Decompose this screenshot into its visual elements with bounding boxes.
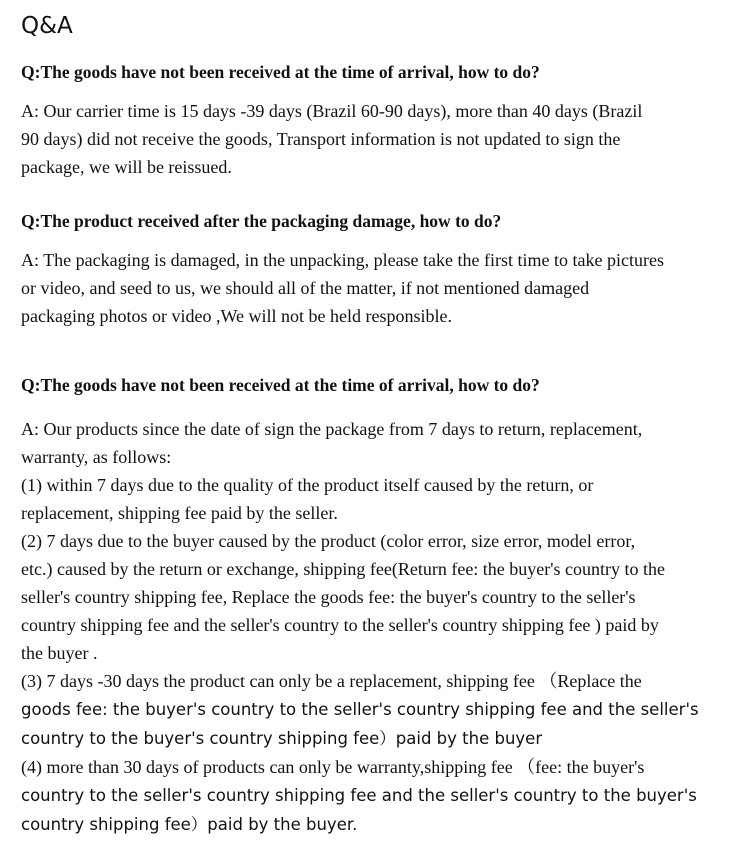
answer-3-line: etc.) caused by the return or exchange, shipping fee(Return fee: the buyer's country to the (21, 559, 666, 579)
question-2: Q:The product received after the packaging damage, how to do? (21, 211, 502, 231)
answer-3-line: (4) more than 30 days of products can only be warranty,shipping fee （fee: the buyer's (21, 757, 645, 777)
answer-3-line: country shipping fee）paid by the buyer. (21, 815, 358, 834)
answer-3-line: country to the buyer's country shipping fee）paid by the buyer (21, 729, 543, 748)
answer-3-line: (3) 7 days -30 days the product can only be a replacement, shipping fee （Replace the (21, 671, 642, 691)
answer-3-line: replacement, shipping fee paid by the seller. (21, 503, 338, 523)
answer-3-line: seller's country shipping fee, Replace the goods fee: the buyer's country to the seller's (21, 587, 636, 607)
answer-2 (21, 246, 727, 330)
question-3: Q:The goods have not been received at the time of arrival, how to do? (21, 375, 540, 395)
answer-3-line: A: Our products since the date of sign the package from 7 days to return, replacement, (21, 419, 643, 439)
answer-3-line: (1) within 7 days due to the quality of the product itself caused by the return, or (21, 475, 594, 495)
answer-3 (21, 415, 727, 839)
answer-2-line: packaging photos or video ,We will not be held responsible. (21, 306, 452, 326)
answer-3-line: warranty, as follows: (21, 447, 172, 467)
answer-3-line: country shipping fee and the seller's country to the seller's country shipping fee ) paid by (21, 615, 659, 635)
answer-2-line: A: The packaging is damaged, in the unpacking, please take the first time to take pictures (21, 250, 664, 270)
question-1: Q:The goods have not been received at the time of arrival, how to do? (21, 62, 540, 82)
answer-1 (21, 97, 727, 181)
answer-2-line: or video, and seed to us, we should all of the matter, if not mentioned damaged (21, 278, 590, 298)
answer-1-line: A: Our carrier time is 15 days -39 days (Brazil 60-90 days), more than 40 days (Brazil (21, 101, 643, 121)
answer-1-line: 90 days) did not receive the goods, Transport information is not updated to sign the (21, 129, 621, 149)
answer-3-line: (2) 7 days due to the buyer caused by the product (color error, size error, model error, (21, 531, 636, 551)
answer-1-line: package, we will be reissued. (21, 157, 232, 177)
answer-3-line: country to the seller's country shipping fee and the seller's country to the buyer's (21, 786, 697, 805)
answer-3-line: the buyer . (21, 643, 98, 663)
page-title: Q&A (21, 13, 73, 39)
answer-3-line: goods fee: the buyer's country to the seller's country shipping fee and the seller's (21, 700, 699, 719)
